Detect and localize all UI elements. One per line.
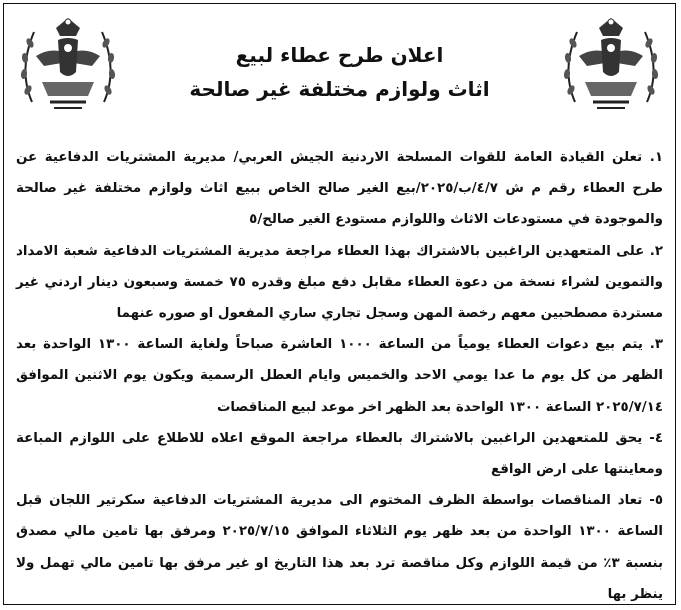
paragraph-5: ٥- تعاد المناقصات بواسطة الظرف المختوم الى مديرية المشتريات الدفاعية سكرتير اللجان قبل الساعة ١٣٠٠ الواحدة من بعد ظهر يوم الثلاثاء الموافق ٢٠٢٥/٧/١٥ ومرفق بها تامين مالي مصدق بنسبة ٣٪ من قيمة اللوازم وكل مناقصة ترد بعد هذا التاريخ او غير مرفق بها تامين مالي تهمل ولا ينظر بها [16,493,664,602]
announcement-body [16,142,663,610]
announcement-title [154,38,525,106]
jordan-armed-forces-emblem-icon [12,10,124,118]
title-line-2: اثاث ولوازم مختلفة غير صالحة [189,77,490,101]
paragraph-3: ٣. يتم بيع دعوات العطاء يومياً من الساعة ١٠٠٠ العاشرة صباحاً ولغاية الساعة ١٣٠٠ الواحدة بعد الظهر من كل يوم ما عدا يومي الاحد والخميس وايام العطل الرسمية ويكون يوم الاثنين الموافق ٢٠٢٥/٧/١٤ الساعة ١٣٠٠ الواحدة بعد الظهر اخر موعد لبيع المناقصات [16,337,663,415]
paragraph-1: ١. تعلن القيادة العامة للقوات المسلحة الاردنية الجيش العربي/ مديرية المشتريات الدفاعية عن طرح العطاء رقم م ش ٤/٧/ب/٢٠٢٥/بيع الغير صالح الخاص ببيع اثاث ولوازم مختلفة غير صالحة والموجودة في مستودعات الاثاث واللوازم مستودع الغير صالح/٥ [16,150,663,228]
title-line-1: اعلان طرح عطاء لبيع [235,43,444,67]
paragraph-4: ٤- يحق للمتعهدين الراغبين بالاشتراك بالعطاء مراجعة الموقع اعلاه للاطلاع على اللوازم المباعة ومعاينتها على ارض الواقع [16,430,663,478]
advertisement-frame [3,3,676,605]
jordan-armed-forces-emblem-icon [555,10,667,118]
paragraph-2: ٢. على المتعهدين الراغبين بالاشتراك بهذا العطاء مراجعة مديرية المشتريات الدفاعية شعبة الامداد والتموين لشراء نسخة من دعوة العطاء مقابل دفع مبلغ وقدره ٧٥ خمسة وسبعون دينار اردني غير مستردة مصطحبين معهم رخصة المهن وسجل تجاري ساري المفعول او صوره عنهما [16,243,663,322]
